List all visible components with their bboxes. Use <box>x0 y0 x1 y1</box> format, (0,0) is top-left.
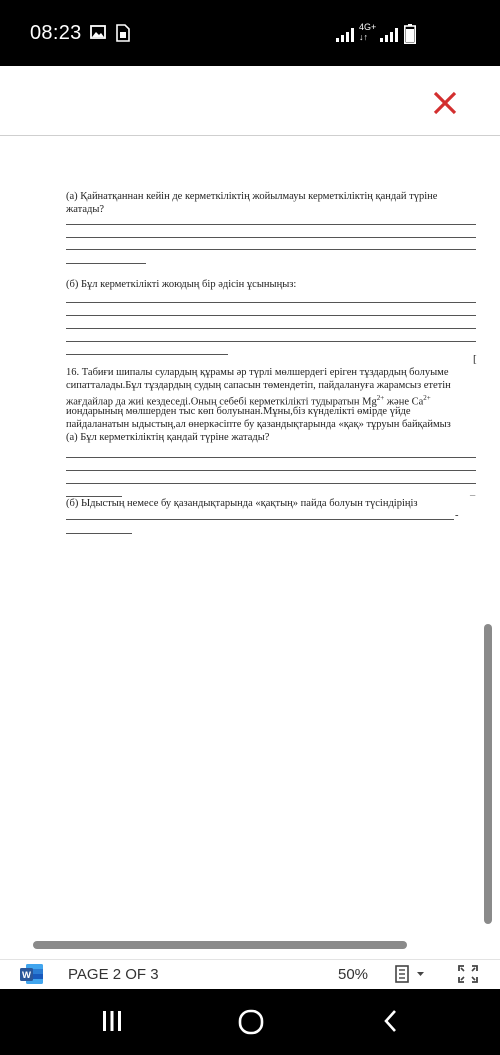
navigation-bar <box>0 989 500 1055</box>
signal-icon <box>380 28 398 47</box>
answer-line <box>66 237 476 238</box>
answer-line <box>66 328 476 329</box>
answer-line <box>66 341 476 342</box>
bottom-toolbar <box>0 959 500 989</box>
document-view-button[interactable] <box>395 965 431 988</box>
close-button[interactable] <box>430 88 460 118</box>
dash-mark: - <box>455 510 459 521</box>
status-bar <box>0 0 500 66</box>
home-button[interactable] <box>238 1009 264 1040</box>
viewer-header <box>0 66 500 136</box>
horizontal-scrollbar[interactable] <box>33 941 407 949</box>
answer-line <box>66 470 476 471</box>
text-run: және Ca <box>384 396 424 408</box>
answer-line <box>66 457 476 458</box>
chevron-down-icon <box>417 972 424 976</box>
answer-line <box>66 263 146 264</box>
superscript: 2+ <box>423 394 431 402</box>
fullscreen-icon <box>458 965 478 983</box>
question-16-text: 16. Табиғи шипалы сулардың құрамы әр түрлі мөлшердегі еріген тұздардың болуыме <box>66 367 449 378</box>
question-a-text: (а) Қайнатқаннан кейін де керметкіліктің жойылмауы керметкіліктің қандай түріне <box>66 191 438 202</box>
close-icon <box>430 88 460 118</box>
question-a-text-continued: жатады? <box>66 204 105 215</box>
mark-bracket: [ <box>473 353 477 365</box>
answer-line <box>66 519 454 520</box>
document-page[interactable] <box>0 137 500 959</box>
answer-line <box>66 354 228 355</box>
superscript: 2+ <box>376 394 385 402</box>
back-button[interactable] <box>381 1009 401 1038</box>
home-icon <box>238 1009 264 1035</box>
word-app-icon <box>20 963 44 990</box>
answer-line <box>66 224 476 225</box>
question-16-text: иондарының мөлшерден тыс көп болуынан.Мұны,біз күнделікті өмірде үйде <box>66 406 411 417</box>
document-view-icon <box>396 966 408 982</box>
question-16-text: пайдаланатын ыдыстың,ал өнеркәсіпте бу қазандықтарында «қақ» тұруын байқаймыз <box>66 419 451 430</box>
recents-icon <box>100 1009 124 1033</box>
fullscreen-button[interactable] <box>458 965 478 988</box>
image-icon <box>90 24 106 45</box>
answer-line <box>66 315 476 316</box>
question-16-text: сипатталады.Бұл тұздардың судың сапасын төмендетіп, пайдалануға жарамсыз ететін <box>66 380 451 391</box>
word-app-letter: W <box>22 970 31 981</box>
question-b-text: (б) Бұл керметкілікті жоюдың бір әдісін ұсыныңыз: <box>66 279 297 290</box>
answer-line <box>66 249 476 250</box>
network-label: 4G+ <box>359 22 377 32</box>
status-time: 08:23 <box>30 22 82 44</box>
text-run: жағдайлар да жиі кездеседі.Оның себебі керметкілікті тудыратын Mg <box>66 396 377 408</box>
page-indicator: PAGE 2 OF 3 <box>68 966 159 983</box>
question-16a-text: (а) Бұл керметкіліктің қандай түріне жатады? <box>66 432 270 443</box>
recents-button[interactable] <box>100 1009 124 1038</box>
question-16b-text: (б) Ыдыстың немесе бу қазандықтарында «қақтың» пайда болуын түсіндіріңіз <box>66 498 418 509</box>
vertical-scrollbar[interactable] <box>484 624 492 924</box>
answer-line <box>66 483 476 484</box>
answer-line <box>66 533 132 534</box>
back-icon <box>381 1009 401 1033</box>
signal-icon <box>336 28 354 47</box>
underscore-mark: _ <box>470 486 476 497</box>
battery-icon <box>404 24 416 49</box>
data-arrows-icon: ↓↑ <box>359 32 368 42</box>
sim-icon <box>116 24 130 47</box>
answer-line <box>66 302 476 303</box>
network-icon <box>359 22 376 42</box>
zoom-level[interactable]: 50% <box>338 966 369 983</box>
